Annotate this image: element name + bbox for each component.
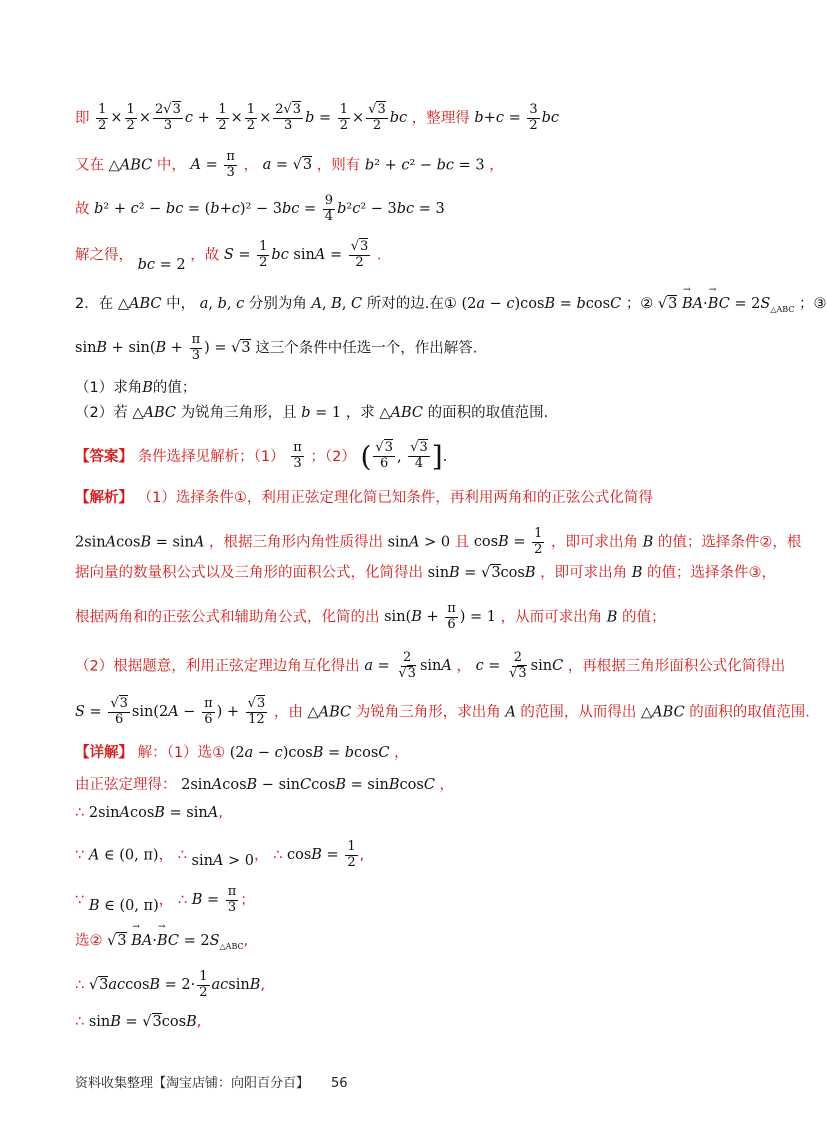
math-expression: b = 1	[301, 405, 342, 421]
detail-line8: ∴ sinB = √3cosB,	[75, 1014, 202, 1030]
analysis-line1	[75, 490, 653, 507]
math-expression: B	[606, 609, 618, 626]
math-expression: △ABC	[307, 704, 352, 721]
text: ，	[439, 777, 455, 793]
math-expression: S = $\frac{√3}{6}$ sin(2A − $\frac{\pi}{6}$ ) + $\frac{√3}{12}$	[75, 696, 266, 727]
question-2-line2	[75, 333, 477, 364]
math-expression: sinB = √3cosB	[88, 1014, 197, 1030]
text-line	[75, 239, 382, 274]
text: 即	[75, 110, 90, 127]
detail-line6: 选② √3 → BA·→ BC = $2S_{\triangle ABC}$,	[75, 933, 248, 951]
sub-question-2	[75, 405, 548, 422]
math-expression: (2a − c)cosB = bcosC	[461, 296, 622, 312]
text: （1）求角	[75, 380, 143, 396]
text: .	[376, 247, 382, 264]
math-expression: bc = 2	[137, 257, 186, 274]
text: ，从而可求出角	[500, 609, 603, 626]
text: 解：（1）选①	[137, 745, 226, 761]
text: 中，	[156, 157, 186, 174]
math-expression: B	[642, 534, 654, 551]
math-expression: a = √3	[262, 157, 313, 174]
math-expression: sinA > 0	[191, 853, 255, 870]
answer-line	[75, 440, 447, 474]
text: 由正弦定理得：	[75, 777, 177, 793]
analysis-line3	[75, 565, 776, 582]
math-expression: B ∈ (0, π)	[88, 898, 159, 915]
text: 的值；选择条件③，	[646, 565, 776, 581]
page-footer	[75, 1072, 348, 1091]
text: ；（2）	[310, 448, 356, 465]
math-expression: 2sinAcosB = sinA	[88, 805, 219, 821]
math-expression: √3 → BA·→ BC = $2S_{\triangle ABC}$	[107, 933, 243, 949]
math-expression: S = $\frac{1}{2}$ bc sinA = $\frac{√3}{2}$	[223, 239, 369, 270]
text: 据向量的数量积公式以及三角形的面积公式，化简得出	[75, 565, 423, 581]
detail-line7: ∴ √3accosB = 2· $\frac{1}{2}$ acsinB,	[75, 969, 265, 1000]
math-expression: b² + c² − bc = (b+c)² − 3bc = $\frac{9}{4}$ b²c² − 3bc = 3	[94, 193, 445, 224]
math-expression: a, b, c	[199, 296, 245, 312]
math-expression: 2sinAcosB = sinA	[75, 534, 205, 551]
detail-line5: ∵ B ∈ (0, π)， ∴ B = $\frac{\pi}{3}$ ；	[75, 884, 255, 915]
text: 又在	[75, 157, 104, 174]
math-expression: 2sinAcosB − sinCcosB = sinBcosC	[181, 777, 435, 793]
detail-line2	[75, 777, 454, 794]
text: ，	[489, 157, 504, 174]
page-number: 56	[331, 1076, 348, 1091]
math-expression: △ABC	[641, 704, 685, 721]
math-expression: sin(B + $\frac{\pi}{6}$ ) = 1	[384, 601, 497, 632]
math-expression: b+c = $\frac{3}{2}$ bc	[474, 102, 560, 133]
math-expression: △ABC	[379, 405, 423, 421]
math-expression: sinA > 0	[387, 534, 451, 551]
analysis-line2	[75, 527, 801, 558]
math-expression: $\frac{\pi}{3}$	[293, 440, 302, 472]
math-expression: c = $\frac{2}{√3}$ sinC	[475, 650, 564, 681]
sub-question-1	[75, 380, 196, 397]
math-expression: A ∈ (0, π)	[88, 847, 159, 864]
text: ，	[243, 157, 258, 174]
analysis-line5	[75, 651, 785, 682]
text: ，整理得	[411, 110, 470, 127]
text: ，再根据三角形面积公式化简得出	[567, 658, 786, 675]
math-expression: B = $\frac{\pi}{3}$	[191, 884, 237, 915]
text: 分别为角	[248, 296, 307, 312]
text: 为锐角三角形，求出角	[355, 704, 501, 721]
detail-line4: ∵ A ∈ (0, π)， ∴ sinA > 0， ∴ cosB = $\frac{1}{2}$ ,	[75, 839, 365, 870]
text: 为锐角三角形，且	[180, 405, 297, 421]
math-expression: $\frac{1}{2}$ × $\frac{1}{2}$ × $\frac{2√3}{3}$ c + $\frac{1}{2}$ × $\frac{1}{2}$ × $\frac{2√3}{3}$ b = $\frac{1}{2}$ × $\frac{√3}{2}$ bc	[98, 102, 408, 133]
text: ，由	[273, 704, 303, 721]
math-expression: cosB = $\frac{1}{2}$	[473, 526, 543, 557]
math-expression: △ABC	[132, 405, 176, 421]
math-expression: △ABC	[117, 296, 162, 312]
text: ，故	[190, 247, 220, 264]
text: 解之得，	[75, 247, 133, 264]
question-2-line1	[75, 296, 827, 314]
text: ；③	[799, 296, 827, 312]
math-expression: ( $\frac{√3}{6}$ , $\frac{√3}{4}$ ].	[360, 440, 448, 473]
text: 的值；	[152, 380, 197, 396]
math-expression: √3accosB = 2· $\frac{1}{2}$ acsinB	[88, 969, 261, 1000]
text: 选②	[75, 933, 103, 949]
analysis-line6	[75, 697, 810, 728]
text-line	[75, 150, 504, 181]
text: 2．在	[75, 296, 114, 312]
text-line	[75, 103, 559, 134]
text: ，	[394, 745, 409, 761]
text: ，则有	[316, 157, 361, 174]
text: 根据两角和的正弦公式和辅助角公式，化简的出	[75, 609, 380, 626]
text: 的值；选择条件②，根	[657, 534, 802, 551]
text: 的范围，从而得出	[520, 704, 637, 721]
analysis-line4	[75, 602, 666, 633]
analysis-tag: 【解析】	[75, 490, 133, 506]
math-expression: A	[505, 704, 516, 721]
text: （2）根据题意，利用正弦定理边角互化得出	[75, 658, 360, 675]
detail-line1	[75, 745, 409, 762]
text: ，即可求出角	[551, 534, 639, 551]
text-line	[75, 194, 445, 225]
text: ，即可求出角	[540, 565, 628, 581]
math-expression: △ABC	[108, 157, 153, 174]
math-expression: B	[631, 565, 643, 581]
math-expression: sinB = √3cosB	[427, 565, 536, 581]
text: （1）选择条件①，利用正弦定理化简已知条件，再利用两角和的正弦公式化简得	[137, 490, 653, 506]
text: 所对的边.在①	[366, 296, 457, 312]
math-expression: cosB = $\frac{1}{2}$	[286, 839, 356, 870]
math-expression: b² + c² − bc = 3	[364, 157, 485, 174]
math-expression: sinB + sin(B + $\frac{\pi}{3}$ ) = √3	[75, 332, 251, 363]
math-expression: B	[142, 380, 153, 396]
text: 的面积的取值范围.	[689, 704, 810, 721]
math-expression: A = $\frac{\pi}{3}$	[190, 149, 235, 180]
text: ，	[456, 658, 471, 675]
math-expression: A, B, C	[311, 296, 363, 312]
answer-tag: 【答案】	[75, 448, 133, 465]
detail-line3: ∴ 2sinAcosB = sinA,	[75, 805, 223, 821]
text: 中，	[166, 296, 196, 312]
text: 故	[75, 201, 90, 218]
math-expression: √3 → BA·→ BC = $2S_{\triangle ABC}$	[658, 296, 794, 312]
detail-tag: 【详解】	[75, 745, 133, 761]
math-expression: a = $\frac{2}{√3}$ sinA	[364, 650, 452, 681]
text: 条件选择见解析；（1）	[137, 448, 285, 465]
math-expression: (2a − c)cosB = bcosC	[229, 745, 390, 761]
text: ；②	[625, 296, 654, 312]
text: ，根据三角形内角性质得出	[208, 534, 383, 551]
text: 且	[454, 534, 470, 551]
text: 的值；	[622, 609, 666, 626]
footer-text: 资料收集整理【淘宝店铺：向阳百分百】	[75, 1076, 310, 1091]
text: 的面积的取值范围.	[427, 405, 549, 421]
text: （2）若	[75, 405, 128, 421]
text: 这三个条件中任选一个，作出解答.	[255, 340, 478, 357]
text: ，求	[345, 405, 375, 421]
